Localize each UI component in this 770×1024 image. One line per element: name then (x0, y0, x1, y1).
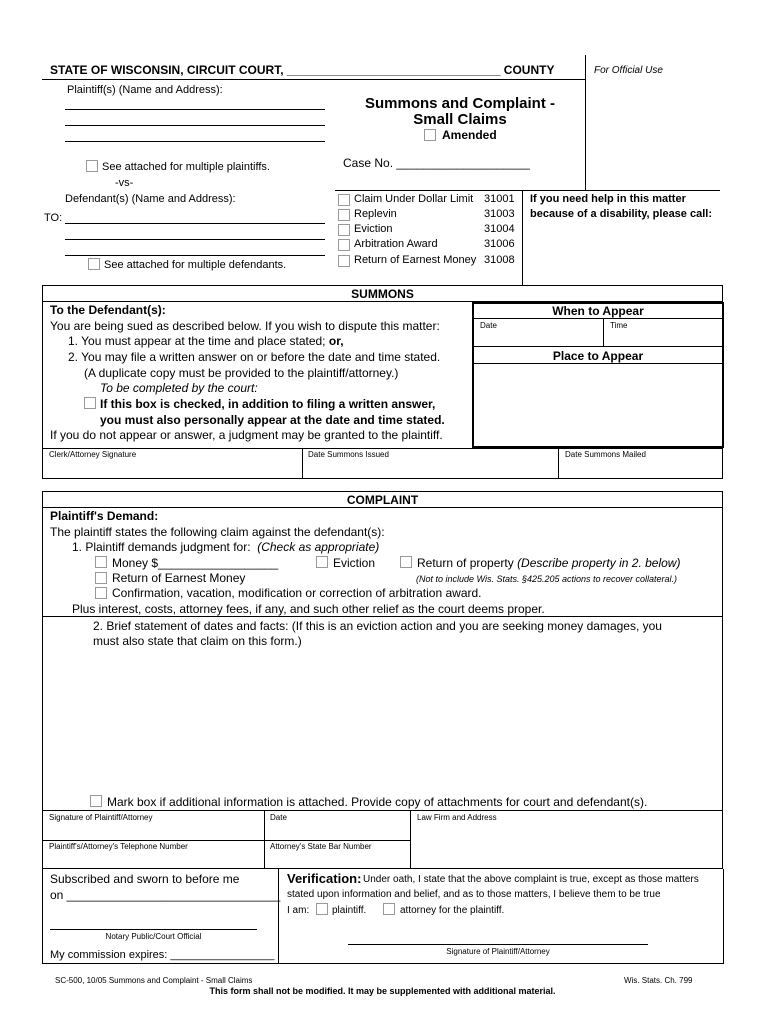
signature-row-rule (42, 448, 723, 449)
claim-statement: The plaintiff states the following claim against the defendant(s): (50, 525, 385, 539)
verification-signature-label: Signature of Plaintiff/Attorney (446, 947, 550, 956)
claim-top-rule (335, 190, 720, 191)
brief-statement-line1: 2. Brief statement of dates and facts: (If this is an eviction action and you are seeking money damages, you (93, 619, 662, 633)
personal-appearance-checkbox[interactable] (84, 397, 96, 409)
claim-type-code: 31004 (484, 223, 515, 235)
earnest-money-checkbox[interactable] (95, 572, 107, 584)
appear-date-label: Date (480, 321, 497, 330)
plaintiff-demand-heading: Plaintiff's Demand: (50, 509, 159, 523)
plus-interest: Plus interest, costs, attorney fees, if any, and such other relief as the court deems proper. (72, 602, 545, 616)
summons-item-1-or: or, (328, 334, 344, 348)
verification-text-1: Under oath, I state that the above complaint is true, except as those matters (363, 874, 699, 885)
verification-divider (278, 869, 279, 963)
claim-divider (522, 190, 523, 285)
arbitration-checkbox[interactable] (95, 587, 107, 599)
return-property-checkbox[interactable] (400, 556, 412, 568)
plaintiffs-label: Plaintiff(s) (Name and Address): (67, 84, 223, 96)
to-defendant-heading: To the Defendant(s): (50, 303, 166, 317)
complaint-sig-mid-rule (42, 840, 410, 841)
claim-type-code: 31006 (484, 238, 515, 250)
telephone-label: Plaintiff's/Attorney's Telephone Number (49, 842, 188, 851)
claim-type-label: Eviction (354, 223, 393, 235)
summons-item-2: 2. You may file a written answer on or before the date and time stated. (68, 350, 441, 364)
return-property-label: Return of property (417, 556, 514, 570)
money-checkbox[interactable] (95, 556, 107, 568)
earnest-money-label: Return of Earnest Money (112, 571, 246, 585)
appear-time-label: Time (610, 321, 628, 330)
versus-label: -vs- (115, 177, 134, 189)
return-property (417, 556, 680, 570)
claim-type-label: Replevin (354, 208, 397, 220)
claim-type-label: Return of Earnest Money (354, 254, 477, 266)
court-complete-note: To be completed by the court: (100, 381, 258, 395)
notary-label: Notary Public/Court Official (105, 932, 202, 941)
date-time-divider (603, 318, 604, 346)
defendant-line-3[interactable] (65, 255, 325, 256)
verification-heading: Verification: (287, 871, 362, 886)
summons-item-1 (68, 334, 344, 348)
claim-type-checkbox[interactable] (338, 239, 350, 251)
date-issued-label: Date Summons Issued (308, 450, 389, 459)
claim-type-code: 31003 (484, 208, 515, 220)
place-rule-bottom (473, 363, 723, 364)
official-use-label: For Official Use (594, 65, 663, 76)
amended-label: Amended (442, 128, 497, 142)
verification-left-border (42, 869, 43, 963)
subscribed-label: Subscribed and sworn to before me (50, 872, 240, 886)
money-label: Money $__________________ (112, 556, 279, 570)
check-appropriate: (Check as appropriate) (257, 540, 380, 554)
plaintiff-line-1[interactable] (65, 109, 325, 110)
complaint-date-label: Date (270, 813, 287, 822)
form-subtitle: Small Claims (413, 111, 507, 128)
multiple-defendants-label: See attached for multiple defendants. (104, 259, 287, 271)
form-title: Summons and Complaint - (364, 95, 555, 112)
disability-help-line2: because of a disability, please call: (530, 208, 712, 220)
attorney-checkbox[interactable] (383, 903, 395, 915)
place-rule-top (473, 346, 723, 347)
clerk-signature-label: Clerk/Attorney Signature (49, 450, 137, 459)
arbitration-label: Confirmation, vacation, modification or correction of arbitration award. (112, 586, 482, 600)
plaintiff-line-3[interactable] (65, 141, 325, 142)
claim-type-checkbox[interactable] (338, 224, 350, 236)
verification-signature-line[interactable] (348, 944, 648, 945)
plaintiff-checkbox[interactable] (316, 903, 328, 915)
multiple-plaintiffs-checkbox[interactable] (86, 160, 98, 172)
claim-type-checkbox[interactable] (338, 194, 350, 206)
sig-divider-2 (558, 448, 559, 479)
date-mailed-label: Date Summons Mailed (565, 450, 646, 459)
complaint-sig-divider-2 (410, 810, 411, 869)
place-to-appear-heading: Place to Appear (552, 349, 644, 363)
describe-property-note: (Describe property in 2. below) (517, 556, 681, 570)
when-to-appear-heading: When to Appear (552, 304, 644, 318)
sig-divider-1 (302, 448, 303, 479)
additional-info-checkbox[interactable] (90, 795, 102, 807)
judgment-for-text: 1. Plaintiff demands judgment for: (72, 540, 251, 554)
claim-type-label: Arbitration Award (354, 238, 438, 250)
complaint-title: COMPLAINT (346, 493, 419, 507)
defendant-line-2[interactable] (65, 239, 325, 240)
verification-text-2: stated upon information and belief, and as to those matters, I believe them to be true (287, 889, 661, 900)
plaintiff-option: plaintiff. (332, 905, 367, 916)
verification-right-border (723, 869, 724, 963)
official-use-divider (585, 55, 586, 190)
personal-appearance-line1: If this box is checked, in addition to filing a written answer, (100, 397, 436, 411)
multiple-defendants-checkbox[interactable] (88, 258, 100, 270)
disability-help-line1: If you need help in this matter (530, 193, 686, 205)
statute-ref: Wis. Stats. Ch. 799 (624, 976, 693, 985)
verification-bottom-rule (42, 963, 724, 964)
summons-intro: You are being sued as described below. If you wish to dispute this matter: (50, 319, 440, 333)
judgment-for (72, 540, 379, 554)
claim-type-checkbox[interactable] (338, 255, 350, 267)
default-warning: If you do not appear or answer, a judgment may be granted to the plaintiff. (50, 428, 443, 442)
amended-checkbox[interactable] (424, 129, 436, 141)
eviction-label: Eviction (333, 556, 376, 570)
defendant-line-1[interactable] (65, 223, 325, 224)
summons-title: SUMMONS (351, 287, 414, 301)
claim-type-checkbox[interactable] (338, 209, 350, 221)
law-firm-label: Law Firm and Address (417, 813, 497, 822)
facts-rule (42, 616, 723, 617)
plaintiff-signature-label: Signature of Plaintiff/Attorney (49, 813, 153, 822)
header-rule (42, 79, 585, 80)
multiple-plaintiffs-label: See attached for multiple plaintiffs. (102, 161, 270, 173)
i-am-label: I am: (287, 905, 310, 916)
bar-number-label: Attorney's State Bar Number (270, 842, 372, 851)
claim-type-label: Claim Under Dollar Limit (354, 193, 474, 205)
modification-notice: This form shall not be modified. It may be supplemented with additional material. (209, 986, 556, 996)
complaint-title-rule (42, 507, 723, 508)
plaintiff-line-2[interactable] (65, 125, 325, 126)
notary-signature-line[interactable] (50, 929, 257, 930)
case-number-field[interactable]: Case No. ____________________ (343, 156, 530, 170)
claim-type-code: 31008 (484, 254, 515, 266)
brief-statement-line2: must also state that claim on this form.) (93, 634, 302, 648)
complaint-sig-rule (42, 810, 723, 811)
form-id: SC-500, 10/05 Summons and Complaint - Small Claims (55, 976, 253, 985)
summons-item-1-text: 1. You must appear at the time and place stated; (68, 334, 326, 348)
duplicate-copy-note: (A duplicate copy must be provided to the plaintiff/attorney.) (84, 366, 399, 380)
commission-expires[interactable]: My commission expires: _________________ (50, 949, 275, 961)
defendants-label: Defendant(s) (Name and Address): (65, 193, 236, 205)
claim-type-code: 31001 (484, 193, 515, 205)
collateral-note: (Not to include Wis. Stats. §425.205 actions to recover collateral.) (416, 574, 678, 584)
sworn-on-date[interactable]: on ________________________________ (50, 888, 281, 902)
additional-info-label: Mark box if additional information is attached. Provide copy of attachments for court and defendant(s). (107, 795, 648, 809)
to-label: TO: (44, 212, 63, 224)
attorney-option: attorney for the plaintiff. (400, 905, 505, 916)
when-rule (473, 318, 723, 319)
appearance-box (472, 302, 724, 448)
eviction-checkbox[interactable] (316, 556, 328, 568)
court-heading: STATE OF WISCONSIN, CIRCUIT COURT, ________________________________ COUNTY (50, 63, 555, 77)
personal-appearance-line2: you must also personally appear at the date and time stated. (100, 413, 445, 427)
